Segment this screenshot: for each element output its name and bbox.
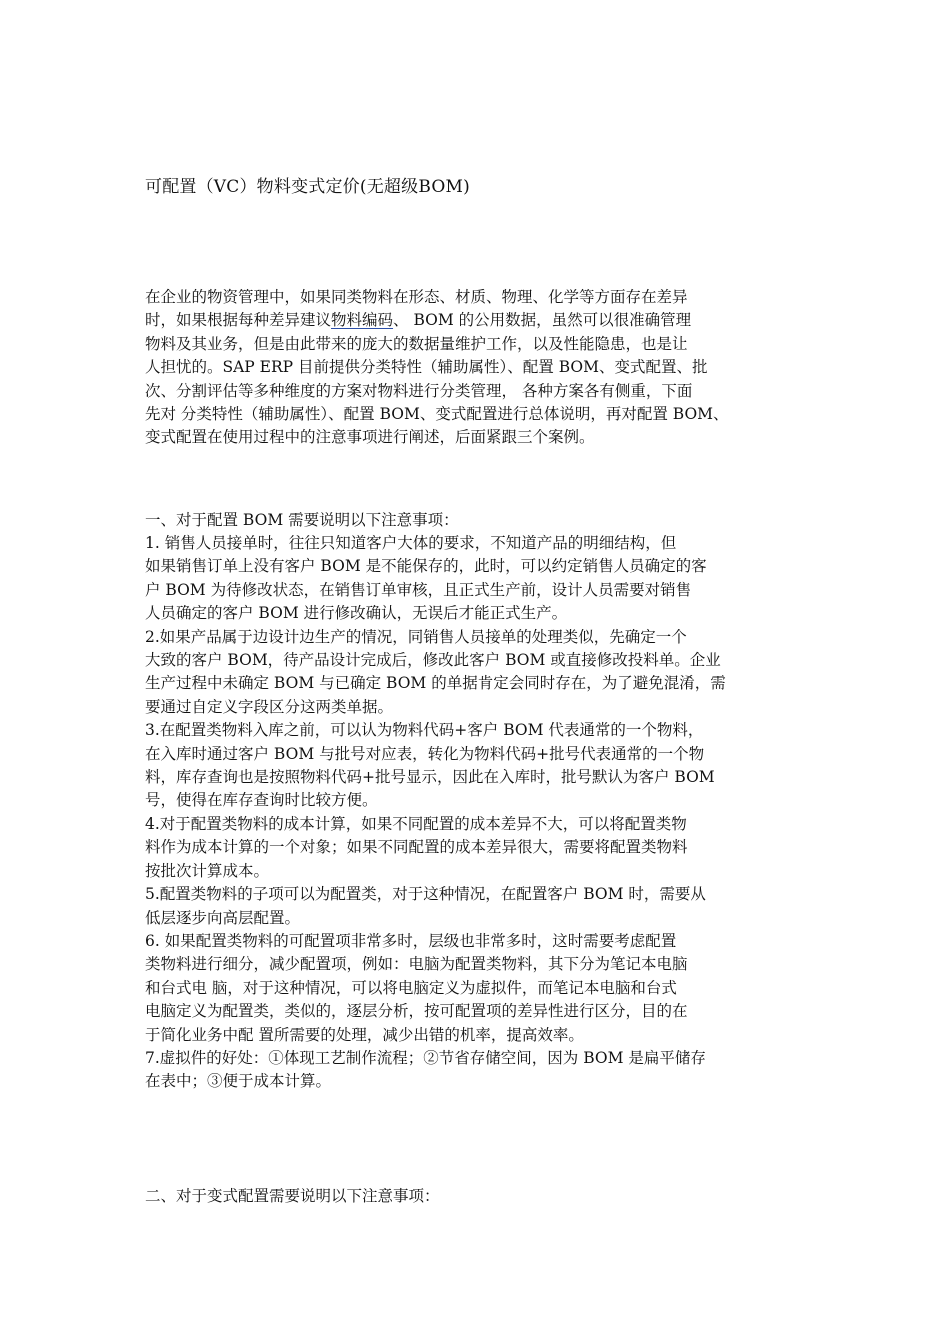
intro-line: 物料及其业务，但是由此带来的庞大的数据量维护工作，以及性能隐患，也是让 [145, 334, 688, 353]
section1-line: 低层逐步向高层配置。 [145, 908, 301, 927]
section1-line: 料，库存查询也是按照物料代码+批号显示，因此在入库时，批号默认为客户 BOM [145, 768, 715, 787]
section1-line: 生产过程中未确定 BOM 与已确定 BOM 的单据肯定会同时存在，为了避免混淆，需 [145, 674, 726, 693]
section1-line: 料作为成本计算的一个对象；如果不同配置的成本差异很大，需要将配置类物料 [145, 838, 688, 857]
intro-line-text: 时，如果根据每种差异建议 [145, 311, 332, 330]
section1-line: 要通过自定义字段区分这两类单据。 [145, 697, 394, 716]
section1-line: 类物料进行细分，减少配置项，例如：电脑为配置类物料，其下分为笔记本电脑 [145, 955, 688, 974]
material-code-link[interactable]: 物料编码 [331, 311, 394, 330]
intro-line-with-link [145, 309, 810, 332]
section1-line: 1. 销售人员接单时，往往只知道客户大体的要求，不知道产品的明细结构，但 [145, 534, 677, 552]
section1-body [145, 532, 810, 1094]
section1-line: 5.配置类物料的子项可以为配置类，对于这种情况，在配置客户 BOM 时，需要从 [145, 885, 706, 904]
section1-line: 大致的客户 BOM，待产品设计完成后，修改此客户 BOM 或直接修改投料单。企业 [145, 651, 721, 670]
section1-line: 4.对于配置类物料的成本计算，如果不同配置的成本差异不大，可以将配置类物 [145, 814, 687, 833]
intro-line: 变式配置在使用过程中的注意事项进行阐述，后面紧跟三个案例。 [145, 428, 595, 447]
intro-line: 次、分割评估等多种维度的方案对物料进行分类管理， 各种方案各有侧重，下面 [145, 381, 693, 400]
section1-line: 按批次计算成本。 [145, 861, 270, 880]
intro-line-text: 、 BOM 的公用数据，虽然可以很准确管理 [393, 311, 692, 330]
section1-line: 在表中；③便于成本计算。 [145, 1072, 332, 1091]
section1-line: 如果销售订单上没有客户 BOM 是不能保存的，此时，可以约定销售人员确定的客 [145, 557, 707, 576]
intro-line: 在企业的物资管理中，如果同类物料在形态、材质、物理、化学等方面存在差异 [145, 288, 688, 306]
intro-line: 人担忧的。SAP ERP 目前提供分类特性（辅助属性）、配置 BOM、变式配置、批 [145, 358, 708, 377]
section1-line: 7.虚拟件的好处：①体现工艺制作流程；②节省存储空间，因为 BOM 是扁平储存 [145, 1048, 706, 1067]
section1-line: 在入库时通过客户 BOM 与批号对应表，转化为物料代码+批号代表通常的一个物 [145, 744, 705, 763]
section1-line: 号，使得在库存查询时比较方便。 [145, 791, 378, 810]
section1-line: 和台式电 脑，对于这种情况，可以将电脑定义为虚拟件，而笔记本电脑和台式 [145, 978, 677, 997]
intro-line: 先对 分类特性（辅助属性）、配置 BOM、变式配置进行总体说明，再对配置 BOM、 [145, 405, 729, 424]
section1-line: 于简化业务中配 置所需要的处理，减少出错的机率，提高效率。 [145, 1025, 584, 1044]
document-title: 可配置（VC）物料变式定价(无超级BOM) [145, 177, 470, 197]
section1-heading: 一、对于配置 BOM 需要说明以下注意事项： [145, 511, 459, 529]
section1-line: 2.如果产品属于边设计边生产的情况，同销售人员接单的处理类似，先确定一个 [145, 627, 687, 646]
intro-paragraph [145, 286, 810, 450]
section1-line: 3.在配置类物料入库之前，可以认为物料代码+客户 BOM 代表通常的一个物料， [145, 721, 704, 740]
section2-heading: 二、对于变式配置需要说明以下注意事项： [145, 1187, 440, 1205]
section1-line: 人员确定的客户 BOM 进行修改确认，无误后才能正式生产。 [145, 604, 568, 623]
section1-line: 电脑定义为配置类，类似的，逐层分析，按可配置项的差异性进行区分，目的在 [145, 1002, 688, 1021]
section1-line: 6. 如果配置类物料的可配置项非常多时，层级也非常多时，这时需要考虑配置 [145, 931, 677, 950]
section1-line: 户 BOM 为待修改状态，在销售订单审核，且正式生产前，设计人员需要对销售 [145, 580, 692, 599]
